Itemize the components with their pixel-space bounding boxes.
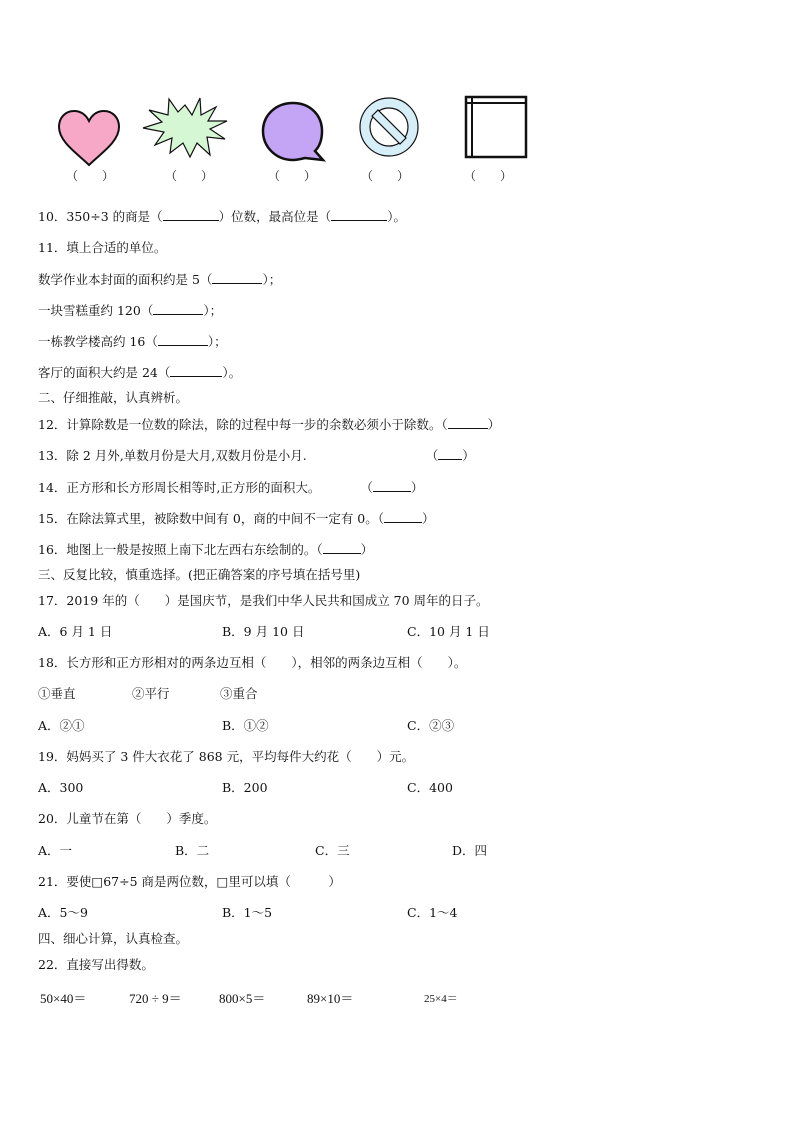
question-10-text-b: ）位数，最高位是（	[218, 209, 332, 224]
shape-answer-paren-2: （ ）	[165, 169, 214, 183]
q17-option-c: C．10 月 1 日	[407, 624, 490, 639]
q18-item-2: ②平行	[132, 686, 170, 701]
q11-l4-text: 客厅的面积大约是 24（	[38, 365, 171, 380]
q11-l3-text: 一栋教学楼高约 16（	[38, 334, 158, 349]
shape-answer-paren-1: （ ）	[66, 169, 115, 183]
question-19: 19．妈妈买了 3 件大衣花了 868 元，平均每件大约花（ ）元。	[38, 749, 415, 764]
q19-option-c: C．400	[407, 780, 453, 795]
q21-option-c: C．1～4	[407, 905, 458, 920]
q11-l3-end: ）；	[207, 334, 227, 349]
question-22-title: 22．直接写出得数。	[38, 957, 154, 972]
q11-l2-text: 一块雪糕重约 120（	[38, 303, 154, 318]
q20-option-b: B．二	[175, 843, 210, 858]
answer-blank	[163, 208, 219, 221]
answer-blank	[170, 364, 222, 377]
question-10-text-c: ）。	[387, 209, 406, 224]
q13-open: （	[425, 448, 439, 463]
shape-answer-paren-4: （ ）	[361, 169, 410, 183]
q17-option-b: B．9 月 10 日	[222, 624, 305, 639]
q13-end: ）	[462, 448, 475, 463]
question-20: 20．儿童节在第（ ）季度。	[38, 811, 217, 826]
question-17: 17．2019 年的（ ）是国庆节，是我们中华人民共和国成立 70 周年的日子。	[38, 593, 489, 608]
q11-l2-end: ）；	[203, 303, 223, 318]
question-11-line-1	[38, 271, 281, 288]
q12-end: ）	[487, 417, 501, 432]
no-sign-shape	[356, 96, 422, 158]
question-10	[38, 208, 406, 225]
q18-item-1: ①垂直	[38, 686, 76, 701]
q14-open: （	[360, 480, 373, 495]
q11-l1-end: ）；	[262, 272, 282, 287]
starburst-shape	[140, 95, 230, 160]
question-11-line-4	[38, 364, 241, 381]
q19-option-a: A．300	[38, 780, 84, 795]
q20-option-a: A．一	[38, 843, 73, 858]
question-14	[38, 479, 423, 496]
question-11-title: 11．填上合适的单位。	[38, 240, 167, 255]
calc-5: 25×4＝	[424, 993, 458, 1005]
q18-option-a: A．②①	[38, 718, 85, 733]
answer-blank	[158, 333, 208, 346]
question-11-line-2	[38, 302, 222, 319]
answer-blank	[212, 271, 262, 284]
q18-option-b: B．①②	[222, 718, 269, 733]
square-frame-shape	[463, 94, 529, 160]
heart-shape	[56, 108, 122, 168]
q15-text: 15．在除法算式里，被除数中间有 0，商的中间不一定有 0。（	[38, 511, 385, 526]
speech-bubble-shape	[260, 100, 330, 166]
answer-blank	[438, 447, 462, 460]
q11-l1-text: 数学作业本封面的面积约是 5（	[38, 272, 213, 287]
answer-blank	[331, 208, 387, 221]
question-18: 18．长方形和正方形相对的两条边互相（ ），相邻的两条边互相（ ）。	[38, 655, 467, 670]
question-15	[38, 510, 435, 527]
question-10-text-a: 10．350÷3 的商是（	[38, 209, 163, 224]
calc-2: 720 ÷ 9＝	[129, 991, 182, 1006]
q11-l4-end: ）。	[222, 365, 242, 380]
q18-item-3: ③重合	[220, 686, 258, 701]
calc-4: 89×10＝	[307, 991, 354, 1006]
q21-option-a: A．5～9	[38, 905, 88, 920]
answer-blank	[384, 510, 422, 523]
q14-text: 14．正方形和长方形周长相等时,正方形的面积大。	[38, 480, 321, 495]
q15-end: ）	[422, 511, 435, 526]
q20-option-d: D．四	[452, 843, 488, 858]
shape-answer-paren-3: （ ）	[268, 169, 317, 183]
answer-blank	[323, 541, 361, 554]
question-13	[38, 447, 475, 464]
q17-option-a: A．6 月 1 日	[38, 624, 113, 639]
calc-3: 800×5＝	[219, 991, 266, 1006]
q18-option-c: C．②③	[407, 718, 455, 733]
question-11-line-3	[38, 333, 227, 350]
calc-1: 50×40＝	[40, 991, 87, 1006]
section-3-heading: 三、反复比较，慎重选择。(把正确答案的序号填在括号里)	[38, 567, 361, 582]
q14-end: ）	[410, 480, 424, 495]
question-16	[38, 541, 373, 558]
shape-answer-paren-5: （ ）	[464, 169, 513, 183]
answer-blank	[153, 302, 203, 315]
q16-text: 16．地图上一般是按照上南下北左西右东绘制的。（	[38, 542, 323, 557]
q16-end: ）	[360, 542, 374, 557]
section-2-heading: 二、仔细推敲，认真辨析。	[38, 390, 189, 405]
section-4-heading: 四、细心计算，认真检查。	[38, 931, 189, 946]
q20-option-c: C．三	[315, 843, 350, 858]
q19-option-b: B．200	[222, 780, 268, 795]
q13-text: 13．除 2 月外,单数月份是大月,双数月份是小月.	[38, 448, 307, 463]
question-12	[38, 416, 500, 433]
answer-blank	[448, 416, 488, 429]
q12-text: 12．计算除数是一位数的除法，除的过程中每一步的余数必须小于除数。（	[38, 417, 448, 432]
q21-option-b: B．1～5	[222, 905, 273, 920]
answer-blank	[373, 479, 411, 492]
question-21: 21．要使□67÷5 商是两位数，□里可以填（ ）	[38, 874, 341, 889]
